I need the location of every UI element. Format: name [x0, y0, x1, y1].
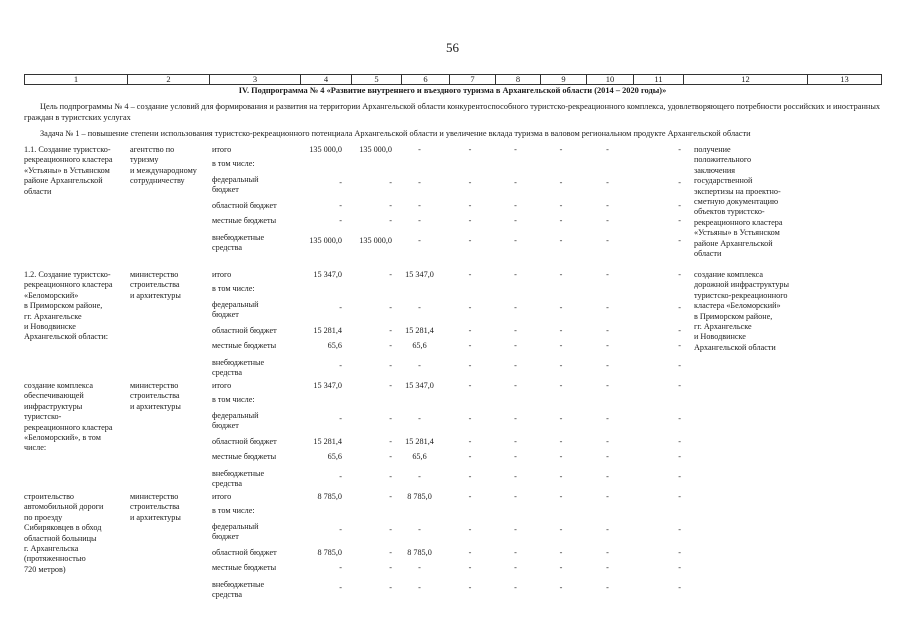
executor-name: министерство строительства и архитектуры	[130, 270, 181, 300]
funding-value: -	[418, 201, 421, 210]
funding-value: -	[514, 361, 517, 370]
funding-value: -	[678, 303, 681, 312]
col-header-7: 7	[450, 75, 496, 85]
funding-value: 15 281,4	[405, 326, 434, 335]
funding-source-label: областной бюджет	[212, 326, 277, 335]
expected-result: получение положительного заключения государственной экспертизы на проектно- сметную документацию объектов туристско- рекреационного кластера «Устьяны» в Устьянском районе Архангельской области	[694, 145, 783, 259]
funding-value: -	[418, 525, 421, 534]
funding-value: -	[559, 414, 563, 423]
col-header-5: 5	[352, 75, 402, 85]
funding-value: -	[559, 236, 563, 245]
funding-value: -	[606, 236, 609, 245]
funding-source-label: в том числе:	[212, 395, 255, 404]
funding-value: -	[389, 452, 392, 461]
funding-source-label: федеральный бюджет	[212, 175, 259, 195]
col-header-3: 3	[210, 75, 301, 85]
funding-value: -	[514, 145, 517, 154]
funding-source-label: местные бюджеты	[212, 341, 277, 350]
funding-source-label: местные бюджеты	[212, 216, 277, 225]
funding-value: -	[678, 437, 681, 446]
funding-value: -	[468, 492, 472, 501]
funding-value: -	[468, 472, 472, 481]
funding-value: -	[389, 563, 392, 572]
funding-value: -	[418, 583, 421, 592]
funding-value: -	[606, 437, 609, 446]
funding-value: -	[418, 178, 421, 187]
funding-value: -	[606, 145, 609, 154]
funding-value: -	[514, 236, 517, 245]
funding-value: -	[514, 303, 517, 312]
funding-value: 65,6	[412, 341, 427, 350]
funding-value: -	[678, 201, 681, 210]
page-number: 56	[446, 40, 459, 55]
funding-value: -	[389, 414, 392, 423]
funding-value: -	[468, 201, 472, 210]
funding-value: -	[606, 472, 609, 481]
funding-value: -	[559, 270, 563, 279]
measure-name: 1.2. Создание туристско- рекреационного кластера «Беломорский» в Приморском районе, гг. Архангельске и Новодвинске Архангельской области:	[24, 270, 113, 342]
funding-source-label: внебюджетные средства	[212, 358, 265, 378]
executor-name: министерство строительства и архитектуры	[130, 492, 181, 522]
funding-source-label: внебюджетные средства	[212, 233, 265, 253]
funding-value: -	[389, 216, 392, 225]
funding-value: -	[418, 236, 421, 245]
funding-value: -	[339, 563, 342, 572]
funding-value: -	[514, 525, 517, 534]
funding-value: -	[606, 414, 609, 423]
funding-value: 65,6	[412, 452, 427, 461]
funding-value: 65,6	[327, 341, 342, 350]
funding-value: 15 347,0	[405, 270, 434, 279]
funding-value: -	[418, 145, 421, 154]
funding-value: -	[606, 563, 609, 572]
funding-value: 8 785,0	[317, 548, 342, 557]
funding-value: -	[678, 414, 681, 423]
funding-value: 135 000,0	[309, 236, 342, 245]
funding-value: -	[339, 472, 342, 481]
col-header-2: 2	[128, 75, 210, 85]
funding-value: -	[678, 178, 681, 187]
funding-source-label: в том числе:	[212, 159, 255, 168]
funding-value: -	[678, 583, 681, 592]
funding-value: -	[468, 563, 472, 572]
funding-source-label: федеральный бюджет	[212, 300, 259, 320]
funding-value: -	[514, 381, 517, 390]
funding-source-label: итого	[212, 492, 232, 501]
funding-value: 15 281,4	[313, 326, 342, 335]
funding-source-label: в том числе:	[212, 284, 255, 293]
funding-value: -	[468, 452, 472, 461]
funding-value: -	[606, 548, 609, 557]
funding-value: 135 000,0	[359, 145, 392, 154]
funding-value: -	[514, 201, 517, 210]
funding-value: 15 347,0	[405, 381, 434, 390]
funding-value: -	[339, 216, 342, 225]
funding-value: -	[678, 492, 681, 501]
funding-value: -	[468, 437, 472, 446]
funding-value: -	[559, 452, 563, 461]
funding-value: -	[389, 548, 392, 557]
measure-name: создание комплекса обеспечивающей инфраструктуры туристско- рекреационного кластера «Беломорский», в том числе:	[24, 381, 113, 453]
funding-value: -	[678, 326, 681, 335]
funding-value: -	[389, 381, 392, 390]
funding-source-label: областной бюджет	[212, 437, 277, 446]
funding-value: -	[606, 201, 609, 210]
funding-value: -	[389, 437, 392, 446]
funding-source-label: федеральный бюджет	[212, 411, 259, 431]
funding-value: -	[468, 525, 472, 534]
funding-value: -	[514, 437, 517, 446]
funding-value: 135 000,0	[309, 145, 342, 154]
funding-value: -	[559, 563, 563, 572]
funding-value: -	[678, 525, 681, 534]
funding-value: -	[559, 216, 563, 225]
funding-value: -	[606, 583, 609, 592]
funding-value: -	[389, 270, 392, 279]
funding-value: -	[606, 381, 609, 390]
col-header-9: 9	[541, 75, 587, 85]
funding-value: -	[514, 548, 517, 557]
measure-name: 1.1. Создание туристско- рекреационного кластера «Устьяны» в Устьянском районе Архангельской области	[24, 145, 113, 196]
funding-value: -	[339, 414, 342, 423]
col-header-13: 13	[808, 75, 882, 85]
funding-value: -	[514, 472, 517, 481]
funding-value: -	[559, 437, 563, 446]
task-text: Задача № 1 – повышение степени использования туристско-рекреационного потенциала Архангельской области и увеличение вклада туризма в валовом региональном продукте Архангельской области	[40, 129, 751, 138]
funding-value: -	[514, 341, 517, 350]
funding-value: -	[678, 270, 681, 279]
funding-value: -	[468, 270, 472, 279]
funding-value: -	[389, 525, 392, 534]
funding-source-label: итого	[212, 381, 232, 390]
funding-value: -	[514, 563, 517, 572]
funding-value: -	[418, 361, 421, 370]
funding-value: -	[559, 178, 563, 187]
funding-value: -	[606, 216, 609, 225]
funding-value: -	[559, 326, 563, 335]
funding-value: -	[389, 303, 392, 312]
funding-value: -	[418, 303, 421, 312]
funding-value: -	[389, 178, 392, 187]
funding-source-label: итого	[212, 270, 232, 279]
funding-value: -	[606, 303, 609, 312]
funding-value: 15 347,0	[313, 270, 342, 279]
funding-value: -	[418, 472, 421, 481]
funding-value: -	[468, 145, 472, 154]
funding-source-label: итого	[212, 145, 232, 154]
funding-value: 8 785,0	[317, 492, 342, 501]
funding-value: -	[514, 414, 517, 423]
col-header-8: 8	[496, 75, 541, 85]
funding-value: -	[514, 178, 517, 187]
funding-value: -	[468, 216, 472, 225]
funding-value: -	[559, 201, 563, 210]
funding-value: -	[606, 326, 609, 335]
funding-value: 15 281,4	[405, 437, 434, 446]
funding-value: -	[389, 583, 392, 592]
funding-value: -	[389, 472, 392, 481]
funding-value: -	[559, 492, 563, 501]
funding-value: -	[468, 381, 472, 390]
funding-source-label: внебюджетные средства	[212, 580, 265, 600]
funding-value: -	[514, 270, 517, 279]
funding-value: -	[418, 216, 421, 225]
funding-value: -	[559, 145, 563, 154]
column-number-header	[24, 74, 882, 85]
funding-value: -	[559, 303, 563, 312]
funding-value: -	[559, 361, 563, 370]
funding-source-label: местные бюджеты	[212, 563, 277, 572]
funding-value: -	[468, 236, 472, 245]
funding-value: -	[468, 178, 472, 187]
funding-value: -	[678, 236, 681, 245]
funding-source-label: внебюджетные средства	[212, 469, 265, 489]
funding-value: -	[678, 452, 681, 461]
funding-value: -	[339, 525, 342, 534]
col-header-6: 6	[402, 75, 450, 85]
funding-value: -	[678, 381, 681, 390]
funding-value: -	[678, 548, 681, 557]
funding-value: -	[468, 583, 472, 592]
funding-value: -	[559, 341, 563, 350]
funding-value: -	[339, 583, 342, 592]
funding-value: -	[339, 303, 342, 312]
funding-value: -	[678, 145, 681, 154]
funding-value: -	[678, 472, 681, 481]
funding-value: -	[678, 563, 681, 572]
funding-value: -	[606, 178, 609, 187]
funding-value: -	[678, 216, 681, 225]
funding-value: -	[418, 563, 421, 572]
funding-value: -	[468, 341, 472, 350]
funding-value: -	[678, 361, 681, 370]
funding-value: -	[514, 583, 517, 592]
funding-value: -	[559, 548, 563, 557]
funding-value: -	[418, 414, 421, 423]
funding-value: -	[514, 326, 517, 335]
funding-value: 8 785,0	[407, 548, 432, 557]
funding-value: -	[389, 492, 392, 501]
funding-value: -	[339, 201, 342, 210]
funding-value: -	[559, 525, 563, 534]
funding-value: -	[606, 492, 609, 501]
funding-value: -	[468, 326, 472, 335]
funding-source-label: в том числе:	[212, 506, 255, 515]
funding-source-label: местные бюджеты	[212, 452, 277, 461]
col-header-11: 11	[634, 75, 684, 85]
funding-value: -	[514, 216, 517, 225]
funding-value: -	[468, 361, 472, 370]
expected-result: создание комплекса дорожной инфраструктуры туристско-рекреационного кластера «Беломорский» в Приморском районе, гг. Архангельске и Новодвинске Архангельской области	[694, 270, 790, 352]
funding-value: -	[468, 548, 472, 557]
funding-value: -	[514, 452, 517, 461]
funding-value: 15 347,0	[313, 381, 342, 390]
funding-value: -	[606, 525, 609, 534]
funding-value: -	[606, 270, 609, 279]
funding-value: -	[606, 361, 609, 370]
funding-value: 15 281,4	[313, 437, 342, 446]
section-title: IV. Подпрограмма № 4 «Развитие внутреннего и въездного туризма в Архангельской области (2014 – 2020 годы)»	[238, 86, 667, 95]
funding-value: -	[389, 326, 392, 335]
funding-source-label: областной бюджет	[212, 201, 277, 210]
measure-name: строительство автомобильной дороги по проезду Сибиряковцев в обход областной больницы г. Архангельска (протяженностью 720 метров)	[24, 492, 104, 574]
col-header-10: 10	[587, 75, 634, 85]
funding-value: -	[606, 452, 609, 461]
funding-value: 8 785,0	[407, 492, 432, 501]
funding-source-label: федеральный бюджет	[212, 522, 259, 542]
funding-value: -	[559, 583, 563, 592]
funding-value: -	[514, 492, 517, 501]
goal-text: Цель подпрограммы № 4 – создание условий для формирования и развития на территории Архангельской области конкурентоспособного туристско-рекреационного комплекса, удовлетворяющего потребности российских и иностранных граждан в туристских услугах	[24, 102, 881, 122]
funding-value: 135 000,0	[359, 236, 392, 245]
funding-value: 65,6	[327, 452, 342, 461]
funding-value: -	[468, 414, 472, 423]
funding-value: -	[678, 341, 681, 350]
funding-value: -	[389, 341, 392, 350]
funding-value: -	[339, 361, 342, 370]
funding-source-label: областной бюджет	[212, 548, 277, 557]
col-header-4: 4	[301, 75, 352, 85]
funding-value: -	[389, 201, 392, 210]
funding-value: -	[468, 303, 472, 312]
executor-name: агентство по туризму и международному сотрудничеству	[130, 145, 197, 186]
funding-value: -	[606, 341, 609, 350]
executor-name: министерство строительства и архитектуры	[130, 381, 181, 411]
funding-value: -	[339, 178, 342, 187]
funding-value: -	[389, 361, 392, 370]
funding-value: -	[559, 472, 563, 481]
funding-value: -	[559, 381, 563, 390]
col-header-1: 1	[25, 75, 128, 85]
col-header-12: 12	[684, 75, 808, 85]
